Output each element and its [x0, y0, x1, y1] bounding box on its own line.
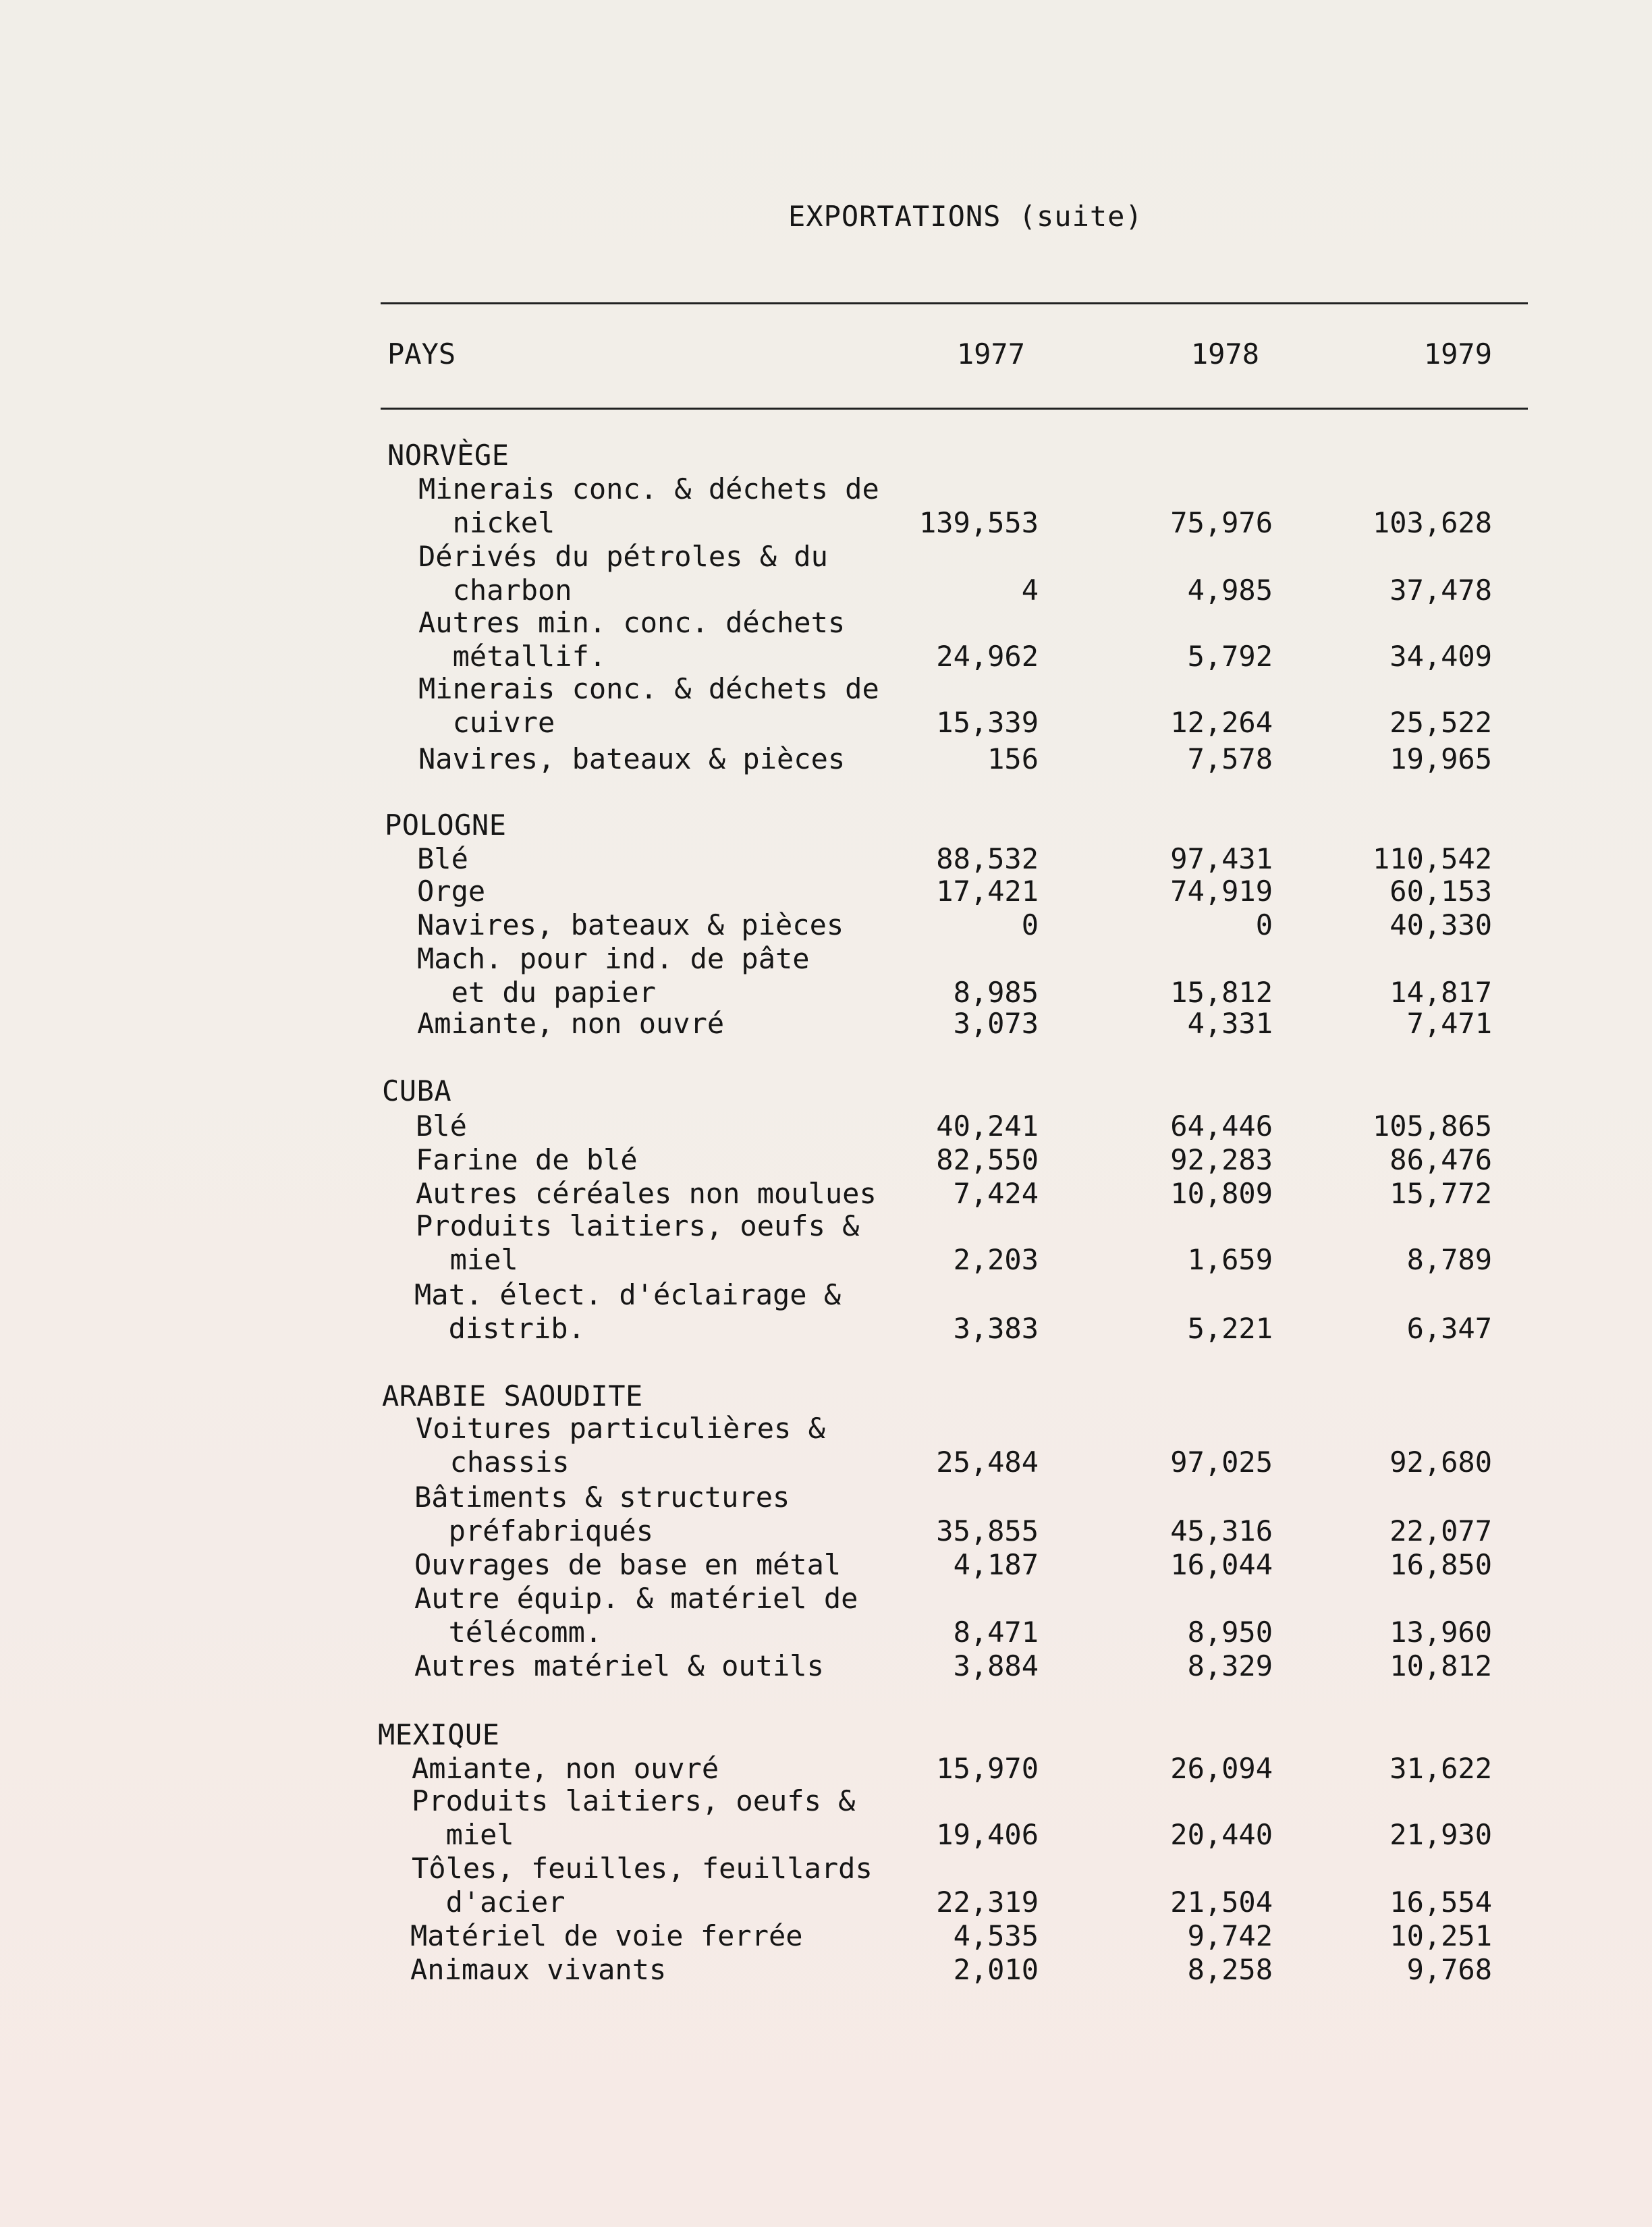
country-norvege: NORVÈGE	[387, 439, 510, 472]
cell-1978: 20,440	[1170, 1818, 1273, 1851]
cell-1977: 15,970	[936, 1752, 1039, 1785]
cell-1977: 8,471	[953, 1616, 1039, 1649]
row-label: Animaux vivants	[410, 1953, 667, 1986]
cell-1977: 3,073	[953, 1007, 1039, 1040]
cell-1977: 82,550	[936, 1143, 1039, 1176]
row-label: Bâtiments & structures préfabriqués	[414, 1481, 790, 1547]
cell-1977: 24,962	[936, 640, 1039, 673]
cell-1977: 40,241	[936, 1109, 1039, 1143]
cell-1978: 15,812	[1170, 976, 1273, 1009]
cell-1979: 21,930	[1389, 1818, 1492, 1851]
row-label: Blé	[417, 842, 468, 875]
cell-1979: 92,680	[1389, 1446, 1492, 1479]
cell-1979: 40,330	[1389, 908, 1492, 941]
cell-1978: 16,044	[1170, 1548, 1273, 1581]
row-label: Mach. pour ind. de pâte et du papier	[417, 942, 810, 1009]
row-label: Ouvrages de base en métal	[414, 1548, 842, 1581]
row-label: Farine de blé	[416, 1143, 638, 1176]
header-1979: 1979	[1423, 337, 1492, 370]
cell-1978: 5,792	[1187, 640, 1273, 673]
cell-1979: 6,347	[1406, 1312, 1492, 1345]
header-rule	[381, 408, 1528, 410]
header-1978: 1978	[1190, 337, 1259, 370]
cell-1977: 7,424	[953, 1177, 1039, 1210]
country-mexique: MEXIQUE	[378, 1718, 500, 1751]
cell-1979: 34,409	[1389, 640, 1492, 673]
cell-1978: 97,431	[1170, 842, 1273, 875]
row-label: Matériel de voie ferrée	[410, 1919, 803, 1952]
cell-1977: 4,187	[953, 1548, 1039, 1581]
cell-1977: 4	[1021, 574, 1039, 607]
row-label: Minerais conc. & déchets de nickel	[418, 472, 879, 539]
row-label: Mat. élect. d'éclairage & distrib.	[414, 1278, 842, 1345]
cell-1978: 8,950	[1187, 1616, 1273, 1649]
cell-1979: 31,622	[1389, 1752, 1492, 1785]
cell-1977: 156	[987, 742, 1039, 775]
header-1977: 1977	[956, 337, 1025, 370]
cell-1979: 14,817	[1389, 976, 1492, 1009]
cell-1979: 13,960	[1389, 1616, 1492, 1649]
row-label: Navires, bateaux & pièces	[418, 742, 846, 775]
cell-1978: 26,094	[1170, 1752, 1273, 1785]
cell-1979: 16,850	[1389, 1548, 1492, 1581]
cell-1979: 15,772	[1389, 1177, 1492, 1210]
row-label: Amiante, non ouvré	[417, 1007, 725, 1040]
country-arabie-saoudite: ARABIE SAOUDITE	[382, 1379, 643, 1412]
cell-1979: 25,522	[1389, 706, 1492, 739]
cell-1978: 12,264	[1170, 706, 1273, 739]
cell-1977: 15,339	[936, 706, 1039, 739]
cell-1979: 16,554	[1389, 1886, 1492, 1919]
row-label: Produits laitiers, oeufs & miel	[412, 1784, 856, 1851]
row-label: Blé	[416, 1109, 467, 1143]
cell-1977: 19,406	[936, 1818, 1039, 1851]
row-label: Voitures particulières & chassis	[416, 1412, 825, 1479]
cell-1977: 88,532	[936, 842, 1039, 875]
cell-1978: 75,976	[1170, 506, 1273, 539]
cell-1977: 25,484	[936, 1446, 1039, 1479]
page-title: EXPORTATIONS (suite)	[788, 200, 1143, 233]
cell-1979: 7,471	[1406, 1007, 1492, 1040]
cell-1979: 110,542	[1372, 842, 1492, 875]
cell-1978: 4,985	[1187, 574, 1273, 607]
cell-1979: 105,865	[1372, 1109, 1492, 1143]
cell-1979: 9,768	[1406, 1953, 1492, 1986]
row-label: Minerais conc. & déchets de cuivre	[418, 672, 879, 739]
cell-1979: 37,478	[1389, 574, 1492, 607]
cell-1979: 19,965	[1389, 742, 1492, 775]
row-label: Amiante, non ouvré	[412, 1752, 719, 1785]
row-label: Autre équip. & matériel de télécomm.	[414, 1582, 858, 1649]
cell-1978: 10,809	[1170, 1177, 1273, 1210]
row-label: Autres céréales non moulues	[416, 1177, 877, 1210]
cell-1978: 4,331	[1187, 1007, 1273, 1040]
cell-1978: 7,578	[1187, 742, 1273, 775]
row-label: Autres matériel & outils	[414, 1649, 824, 1682]
cell-1977: 22,319	[936, 1886, 1039, 1919]
top-rule	[381, 302, 1528, 304]
cell-1977: 139,553	[918, 506, 1039, 539]
cell-1977: 3,383	[953, 1312, 1039, 1345]
cell-1978: 1,659	[1187, 1243, 1273, 1276]
cell-1979: 10,251	[1389, 1919, 1492, 1952]
cell-1978: 9,742	[1187, 1919, 1273, 1952]
cell-1978: 97,025	[1170, 1446, 1273, 1479]
cell-1978: 8,329	[1187, 1649, 1273, 1682]
cell-1977: 17,421	[936, 875, 1039, 908]
row-label: Navires, bateaux & pièces	[417, 908, 844, 941]
country-cuba: CUBA	[382, 1074, 452, 1107]
cell-1978: 64,446	[1170, 1109, 1273, 1143]
row-label: Produits laitiers, oeufs & miel	[416, 1209, 860, 1276]
cell-1978: 74,919	[1170, 875, 1273, 908]
row-label: Autres min. conc. déchets métallif.	[418, 606, 846, 673]
cell-1978: 8,258	[1187, 1953, 1273, 1986]
cell-1979: 8,789	[1406, 1243, 1492, 1276]
cell-1977: 3,884	[953, 1649, 1039, 1682]
cell-1978: 21,504	[1170, 1886, 1273, 1919]
cell-1979: 103,628	[1372, 506, 1492, 539]
cell-1979: 60,153	[1389, 875, 1492, 908]
cell-1977: 2,203	[953, 1243, 1039, 1276]
cell-1979: 22,077	[1389, 1514, 1492, 1547]
row-label: Dérivés du pétroles & du charbon	[418, 540, 828, 607]
cell-1978: 92,283	[1170, 1143, 1273, 1176]
cell-1977: 8,985	[953, 976, 1039, 1009]
cell-1979: 86,476	[1389, 1143, 1492, 1176]
cell-1977: 0	[1021, 908, 1039, 941]
row-label: Orge	[417, 875, 486, 908]
cell-1977: 2,010	[953, 1953, 1039, 1986]
country-pologne: POLOGNE	[385, 808, 507, 842]
cell-1978: 5,221	[1187, 1312, 1273, 1345]
cell-1977: 35,855	[936, 1514, 1039, 1547]
row-label: Tôles, feuilles, feuillards d'acier	[412, 1852, 873, 1919]
cell-1979: 10,812	[1389, 1649, 1492, 1682]
cell-1977: 4,535	[953, 1919, 1039, 1952]
cell-1978: 45,316	[1170, 1514, 1273, 1547]
cell-1978: 0	[1255, 908, 1273, 941]
header-country: PAYS	[387, 337, 456, 370]
